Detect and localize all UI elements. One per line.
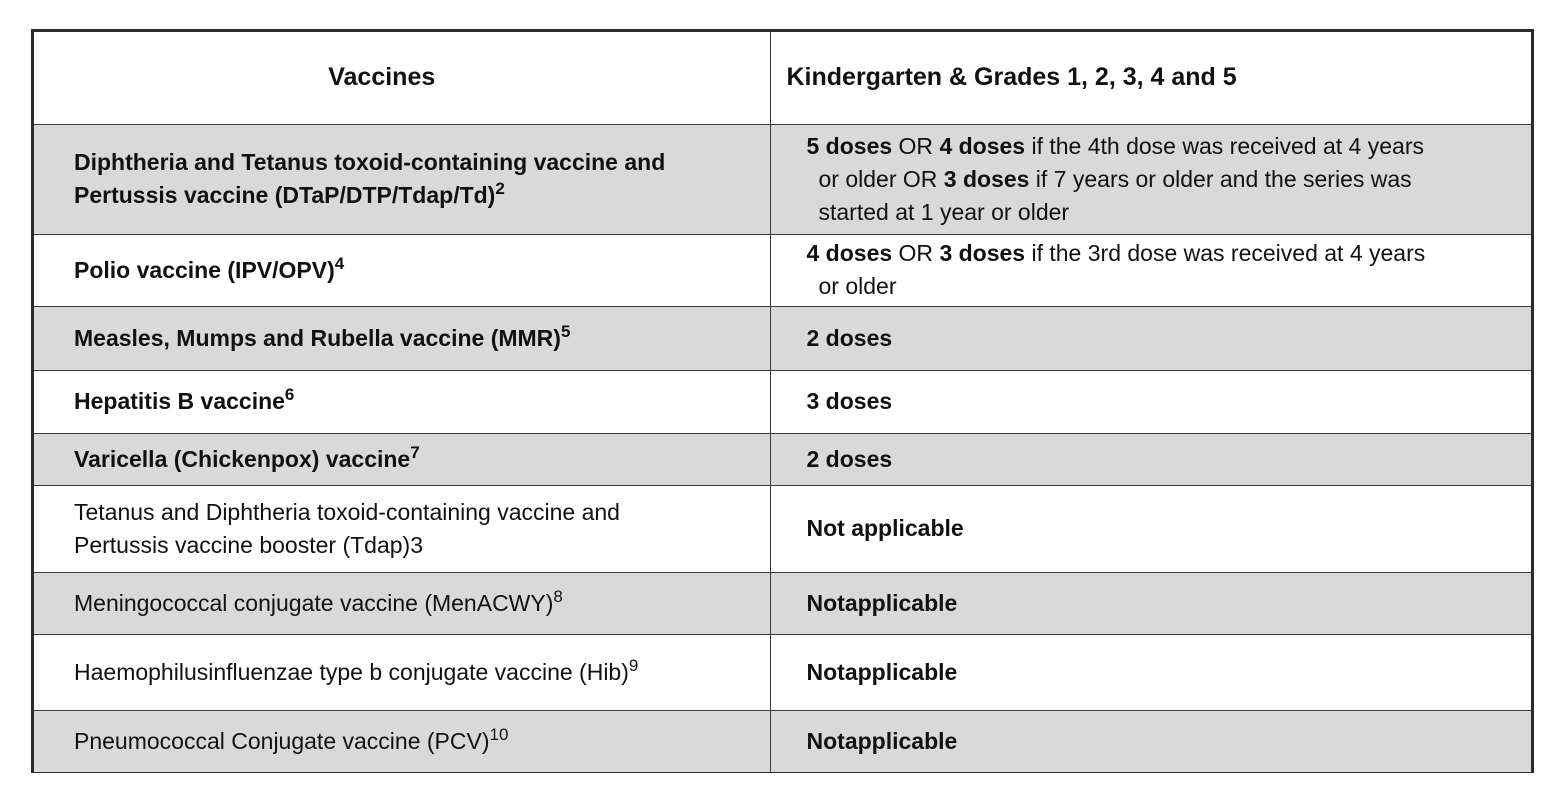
requirement-pcv: Notapplicable: [770, 710, 1531, 772]
requirement-hib: Notapplicable: [770, 634, 1531, 710]
requirement-tdap: Not applicable: [770, 485, 1531, 572]
vaccine-name-pcv: Pneumococcal Conjugate vaccine (PCV)$^{10}$: [34, 710, 770, 772]
vaccine-requirements-table: [31, 29, 1534, 773]
footnote-ref: 4: [334, 253, 345, 273]
header-vaccines: Vaccines: [34, 32, 770, 124]
footnote-ref: 8: [553, 586, 563, 606]
header-grades: Kindergarten & Grades 1, 2, 3, 4 and 5: [770, 32, 1531, 124]
footnote-ref: 6: [284, 385, 295, 404]
vaccine-line-2: Pertussis vaccine (DTaP/DTP/Tdap/Td)$^2$: [74, 179, 505, 208]
vaccine-name-varicella: Varicella (Chickenpox) vaccine$^7$: [34, 433, 770, 485]
requirement-dtap: 5 doses OR 4 doses if the 4th dose was received at 4 years or older OR 3 doses if 7 years or older and the series was started at 1 year or older: [770, 124, 1531, 234]
table-row-pcv: [34, 710, 1531, 772]
vaccine-name-hib: Haemophilusinfluenzae type b conjugate vaccine (Hib)$^9$: [34, 634, 770, 710]
footnote-ref: 9: [628, 655, 639, 675]
vaccine-name-tdap: Tetanus and Diphtheria toxoid-containing vaccine and Pertussis vaccine booster (Tdap)3: [34, 485, 770, 572]
footnote-ref: 5: [560, 321, 571, 341]
footnote-ref: 2: [495, 179, 505, 198]
footnote-ref: 10: [489, 724, 509, 744]
requirement-mmr: 2 doses: [770, 306, 1531, 370]
table-row-hepb: [34, 370, 1531, 433]
table-row-dtap: [34, 124, 1531, 234]
vaccine-name-hepb: Hepatitis B vaccine$^6$: [34, 370, 770, 433]
requirement-hepb: 3 doses: [770, 370, 1531, 433]
vaccine-name-polio: Polio vaccine $(IPV/OPV)^4$: [34, 234, 770, 306]
vaccine-name-mmr: Measles, Mumps and Rubella vaccine (MMR)$^5$: [34, 306, 770, 370]
table-row-polio: [34, 234, 1531, 306]
table-row-hib: [34, 634, 1531, 710]
requirement-varicella: 2 doses: [770, 433, 1531, 485]
footnote-ref: 7: [410, 442, 420, 462]
vaccine-name-dtap: [34, 124, 770, 234]
table-row-tdap: [34, 485, 1531, 572]
table-row-varicella: [34, 433, 1531, 485]
header-row: [34, 32, 1531, 124]
requirement-menacwy: Notapplicable: [770, 572, 1531, 634]
table-row-mmr: [34, 306, 1531, 370]
vaccine-name-menacwy: Meningococcal conjugate vaccine (MenACWY)$^8$: [34, 572, 770, 634]
requirements-grid: [34, 32, 1531, 772]
requirement-polio: 4 doses OR 3 doses if the 3rd dose was received at 4 years or older: [770, 234, 1531, 306]
vaccine-line-1: Diphtheria and Tetanus toxoid-containing vaccine and: [74, 149, 666, 175]
table-row-menacwy: [34, 572, 1531, 634]
